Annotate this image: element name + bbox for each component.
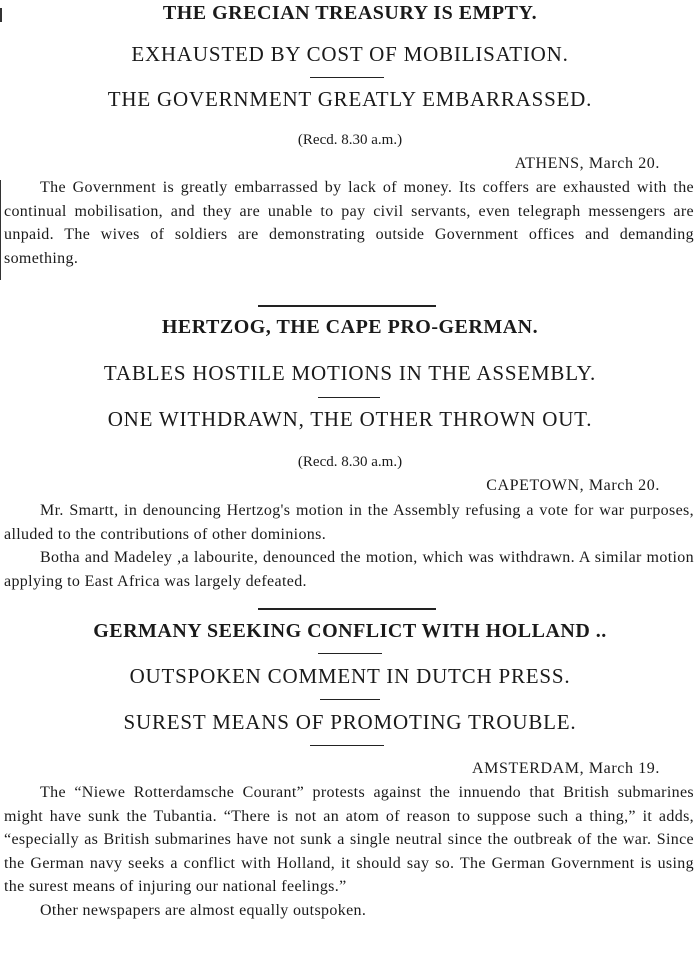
article-divider <box>258 305 436 307</box>
article-3-paragraph: The “Niewe Rotterdamsche Courant” protests against the innuendo that British submarines might have sunk the Tubantia. “There is not an atom of reason to suppose such a thing,” it adds, “especially as British submarines have not sunk a single neutral since the outbreak of the war. Since the German navy seeks a conflict with Holland, it should say so. The German Government is using the surest means of injuring our national feelings.” <box>4 784 694 895</box>
article-1-subhead-1: EXHAUSTED BY COST OF MOBILISATION. <box>131 42 569 66</box>
article-divider <box>258 608 436 610</box>
article-3-subhead-2: SUREST MEANS OF PROMOTING TROUBLE. <box>123 710 577 734</box>
article-3-paragraph: Other newspapers are almost equally outspoken. <box>40 901 367 919</box>
short-rule <box>318 653 382 654</box>
article-3-headline: GERMANY SEEKING CONFLICT WITH HOLLAND .. <box>93 620 607 642</box>
scan-edge-mark <box>0 180 1 280</box>
article-3-body <box>4 781 694 922</box>
article-1-dateline: ATHENS, March 20. <box>514 155 660 172</box>
article-3-subhead-1: OUTSPOKEN COMMENT IN DUTCH PRESS. <box>129 664 571 688</box>
article-2-subhead-1: TABLES HOSTILE MOTIONS IN THE ASSEMBLY. <box>103 361 597 385</box>
article-2-received: (Recd. 8.30 a.m.) <box>297 454 403 470</box>
short-rule <box>320 699 380 700</box>
article-1-body <box>4 176 694 270</box>
article-1-subhead-2: THE GOVERNMENT GREATLY EMBARRASSED. <box>107 87 593 111</box>
article-2-headline: HERTZOG, THE CAPE PRO-GERMAN. <box>161 316 539 338</box>
article-2-paragraph: Mr. Smartt, in denouncing Hertzog's motion in the Assembly refusing a vote for war purposes, alluded to the contributions of other dominions. <box>4 502 694 543</box>
short-rule <box>310 745 384 746</box>
short-rule <box>310 77 384 78</box>
article-3-dateline: AMSTERDAM, March 19. <box>472 760 660 777</box>
article-2-subhead-2: ONE WITHDRAWN, THE OTHER THROWN OUT. <box>107 407 593 431</box>
article-2-dateline: CAPETOWN, March 20. <box>486 477 660 494</box>
article-1-headline: THE GRECIAN TREASURY IS EMPTY. <box>162 2 538 24</box>
article-2-paragraph: Botha and Madeley ,a labourite, denounced the motion, which was withdrawn. A similar motion applying to East Africa was largely defeated. <box>4 549 694 590</box>
article-2-body <box>4 499 694 593</box>
article-1-paragraph: The Government is greatly embarrassed by lack of money. Its coffers are exhausted with the continual mobilisation, and they are unable to pay civil servants, even telegraph messengers are unpaid. The wives of soldiers are demonstrating outside Government offices and demanding something. <box>4 179 694 267</box>
short-rule <box>318 397 380 398</box>
article-1-received: (Recd. 8.30 a.m.) <box>297 132 403 148</box>
